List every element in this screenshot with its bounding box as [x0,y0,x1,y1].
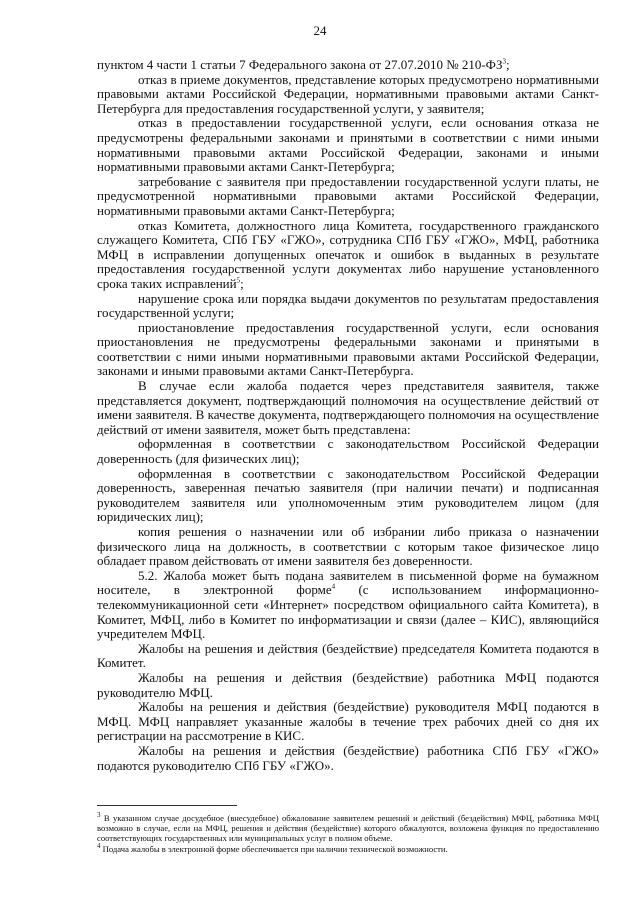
paragraph: затребование с заявителя при предоставлении государственной услуги платы, не предусмотренной нормативными правовыми актами Российской Федерации, нормативными правовыми актами Санкт-Петербурга; [97,173,599,218]
paragraph: Жалобы на решения и действия (бездействие) работника МФЦ подаются руководителю МФЦ. [97,669,599,700]
paragraph: нарушение срока или порядка выдачи документов по результатам предоставления государственной услуги; [97,290,599,321]
paragraph: оформленная в соответствии с законодательством Российской Федерации доверенность, заверенная печатью заявителя (при наличии печати) и подписанная руководителем заявителя или уполномоченным этим руководителем лицом (для юридических лиц); [97,465,599,525]
paragraph: Жалобы на решения и действия (бездействие) председателя Комитета подаются в Комитет. [97,640,599,671]
paragraph: 5.2. Жалоба может быть подана заявителем в письменной форме на бумажном носителе, в электронной форме$^4$ (с использованием информационно-телекоммуникационной сети «Интернет» посредством официального сайта Комитета), в Комитет, МФЦ, либо в Комитет по информатизации и связи (далее – КИС), являющийся учредителем МФЦ. [97,567,599,642]
body-text [97,58,599,773]
paragraph: Жалобы на решения и действия (бездействие) руководителя МФЦ подаются в МФЦ. МФЦ направляет указанные жалобы в течение трех рабочих дней со дня их регистрации на рассмотрение в КИС. [97,699,599,744]
footnote-divider [97,805,237,806]
paragraph: Жалобы на решения и действия (бездействие) работника СПб ГБУ «ГЖО» подаются руководителю СПб ГБУ «ГЖО». [97,742,599,773]
footnotes [97,813,599,854]
paragraph: пунктом 4 части 1 статьи 7 Федерального закона от 27.07.2010 № $210-ФЗ^3$; [97,57,510,72]
paragraph: отказ в приеме документов, представление которых предусмотрено нормативными правовыми актами Российской Федерации, нормативными правовыми актами Санкт-Петербурга для предоставления государственной услуги, у заявителя; [97,71,599,116]
paragraph: отказ Комитета, должностного лица Комитета, государственного гражданского служащего Комитета, СПб ГБУ «ГЖО», сотрудника СПб ГБУ «ГЖО», МФЦ, работника МФЦ в исправлении допущенных опечаток и ошибок в выданных в результате предоставления государственной услуги документах либо нарушение установленного срока таких исправлений$^5$; [97,217,599,291]
paragraph: оформленная в соответствии с законодательством Российской Федерации доверенность (для физических лиц); [97,436,599,467]
footnote-mark: 4 [97,841,101,850]
footnote-ref: 5 [236,276,241,285]
footnote: $^3$ В указанном случае досудебное (внесудебное) обжалование заявителем решений и действий (бездействия) МФЦ, работника МФЦ возможно в случае, если на МФЦ, решения и действия (бездействие) которого обжалуются, возложена функция по предоставлению соответствующих государственных или муниципальных услуг в полном объеме. [97,811,599,844]
footnote-mark: 3 [97,811,101,820]
footnote-ref: 4 [331,583,336,592]
footnote: $^4$ Подача жалобы в электронной форме обеспечивается при наличии технической возможности. [97,841,448,854]
paragraph: отказ в предоставлении государственной услуги, если основания отказа не предусмотрены федеральными законами и принятыми в соответствии с ними иными нормативными правовыми актами Российской Федерации, законами и иными нормативными правовыми актами Санкт-Петербурга; [97,115,599,175]
paragraph: приостановление предоставления государственной услуги, если основания приостановления не предусмотрены федеральными законами и принятыми в соответствии с ними иными нормативными правовыми актами Российской Федерации, законами и иными правовыми актами Санкт-Петербурга. [97,319,599,379]
paragraph: В случае если жалоба подается через представителя заявителя, также представляется документ, подтверждающий полномочия на осуществление действий от имени заявителя. В качестве документа, подтверждающего полномочия на осуществление действий от имени заявителя, может быть представлена: [97,378,599,437]
footnote-ref: 3 [502,57,506,66]
paragraph: копия решения о назначении или об избрании либо приказа о назначении физического лица на должность, в соответствии с которым такое физическое лицо обладает правом действовать от имени заявителя без доверенности. [97,524,599,569]
page-number: 24 [313,23,327,38]
